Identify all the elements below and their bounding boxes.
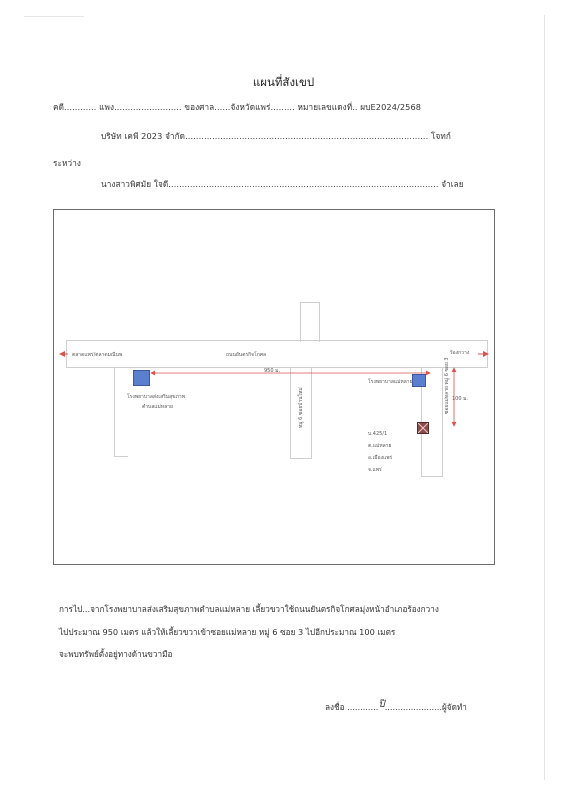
signature-dots-left: ............ xyxy=(347,702,379,712)
defendant-line: นางสาวพิศมัย ใจดี.................................................................................................... จำเลย xyxy=(101,179,464,189)
scan-edge-right xyxy=(544,15,545,780)
between-label: ระหว่าง xyxy=(53,158,81,168)
directions-line-3: จะพบทรัพย์ตั้งอยู่ทางด้านขวามือ xyxy=(59,649,173,659)
hospital-building-icon xyxy=(133,370,150,386)
map-arrows xyxy=(54,210,496,566)
property-label-line1: บ.425/1 xyxy=(368,431,388,437)
plaintiff-line: บริษัท เคพี 2023 จำกัด.......................................................................................... โจทก์ xyxy=(101,131,451,141)
property-label-line4: จ.แพร่ xyxy=(368,467,382,473)
property-label-line2: ต.แม่หลาย xyxy=(368,443,392,449)
case-header-line: คดี............ แพง......................... ของศาล......จังหวัดแพร่......... หมายเลขแดงที่.. ผบE2024/2568 xyxy=(53,102,422,112)
landmark-building-icon xyxy=(412,374,426,387)
signature-row xyxy=(325,700,467,715)
main-road-label: ถนนยันตรกิจโกศล xyxy=(226,352,267,358)
signature-dots-right: ...................... xyxy=(384,702,442,712)
scan-edge-top xyxy=(24,16,84,17)
right-destination-label: ร้องกวาง xyxy=(450,350,470,356)
sketch-map xyxy=(53,209,495,565)
hospital-label-line2: ตำบลแม่หลาย xyxy=(142,404,173,410)
landmark-label: โรงพยาบาลแม่หลาย xyxy=(368,379,413,385)
side-road-label: ซอยแม่หลาย หมู่ 6 ซอย 3 xyxy=(444,357,450,414)
document-title: แผนที่สังเขป xyxy=(252,75,315,89)
distance-label-main: 950 ม. xyxy=(264,368,281,374)
property-icon xyxy=(417,422,429,434)
directions-line-1: การไป...จากโรงพยาบาลส่งเสริมสุขภาพตำบลแม่หลาย เลี้ยวขวาใช้ถนนยันตรกิจโกศลมุ่งหน้าอำเภอร้องกวาง xyxy=(59,604,439,614)
signature-label: ลงชื่อ xyxy=(325,702,345,712)
mid-road-label: หมู่ 6 ซอยบ้านใหม่ xyxy=(298,387,304,428)
distance-label-soi: 100 ม. xyxy=(452,396,469,402)
hospital-label-line1: โรงพยาบาลส่งเสริมสุขภาพ xyxy=(127,394,185,400)
property-label-line3: อ.เมืองแพร่ xyxy=(368,455,393,461)
left-destination-label: ตลาดแพร่/ตลาดมณีนพ xyxy=(72,352,123,358)
directions-line-2: ไปประมาณ 950 เมตร แล้วให้เลี้ยวขวาเข้าซอยแม่หลาย หมู่ 6 ซอย 3 ไปอีกประมาณ 100 เมตร xyxy=(59,627,396,637)
signature-role: ผู้จัดทำ xyxy=(441,702,467,712)
signature-mark: ปิ xyxy=(378,699,385,710)
